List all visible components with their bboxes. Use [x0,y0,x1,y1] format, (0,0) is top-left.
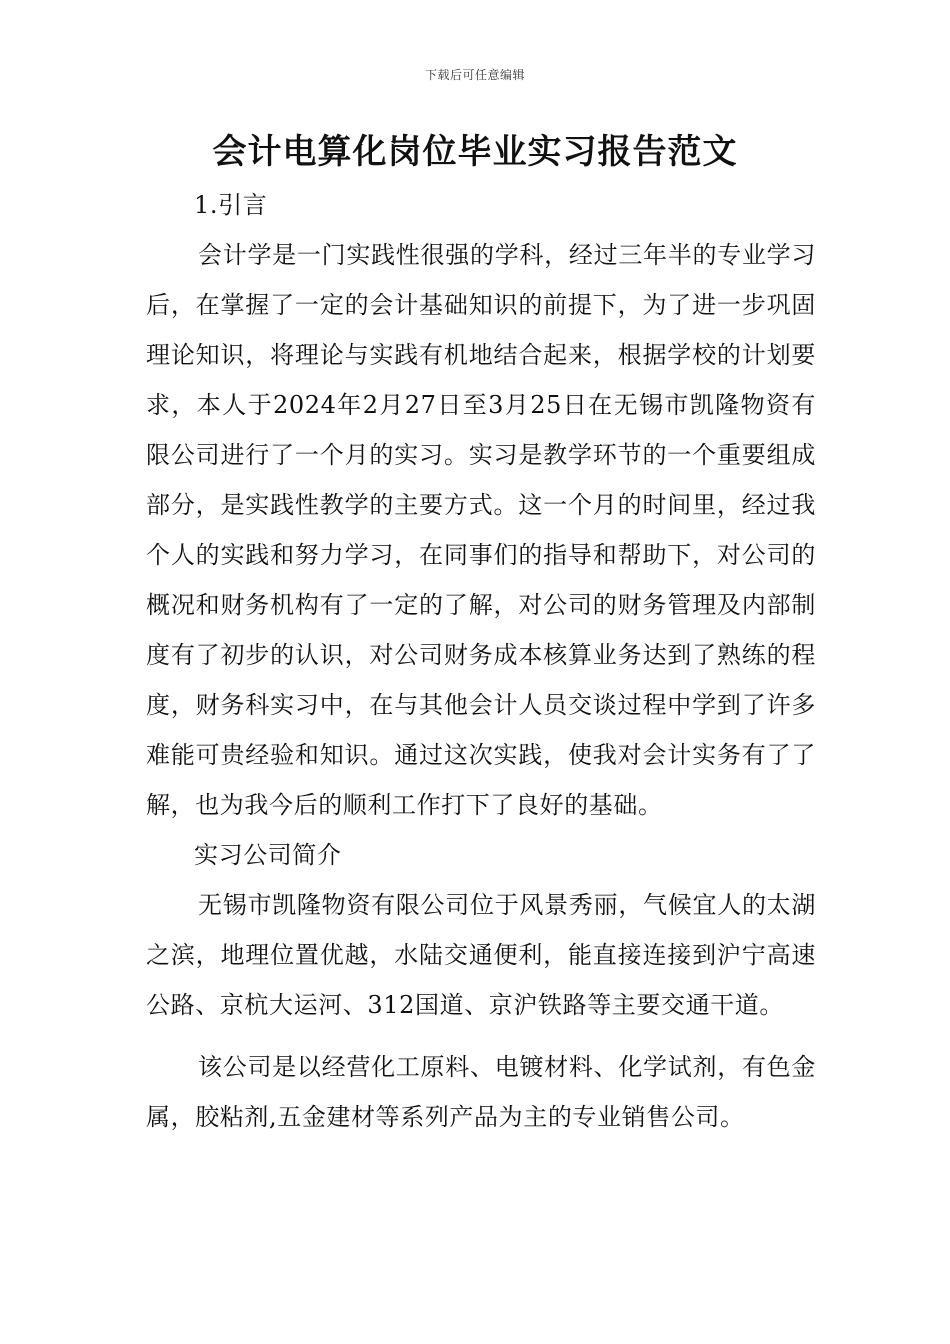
section-heading-introduction: 1.引言 [194,191,268,219]
paragraph-introduction: 会计学是一门实践性很强的学科，经过三年半的专业学习后，在掌握了一定的会计基础知识的前提下，为了进一步巩固理论知识，将理论与实践有机地结合起来，根据学校的计划要求，本人于2024年2月27日至3月25日在无锡市凯隆物资有限公司进行了一个月的实习。实习是教学环节的一个重要组成部分，是实践性教学的主要方式。这一个月的时间里，经过我个人的实践和努力学习，在同事们的指导和帮助下，对公司的概况和财务机构有了一定的了解，对公司的财务管理及内部制度有了初步的认识，对公司财务成本核算业务达到了熟练的程度，财务科实习中，在与其他会计人员交谈过程中学到了许多难能可贵经验和知识。通过这次实践，使我对会计实务有了了解，也为我今后的顺利工作打下了良好的基础。 [146,241,816,819]
document-body [146,180,816,1142]
page-header-watermark: 下载后可任意编辑 [424,68,525,82]
paragraph-spacer [146,1030,816,1042]
paragraph-company-business: 该公司是以经营化工原料、电镀材料、化学试剂，有色金属，胶粘剂,五金建材等系列产品为主的专业销售公司。 [146,1053,816,1131]
document-title: 会计电算化岗位毕业实习报告范文 [212,132,738,172]
paragraph-company-location: 无锡市凯隆物资有限公司位于风景秀丽，气候宜人的太湖之滨，地理位置优越，水陆交通便利，能直接连接到沪宁高速公路、京杭大运河、312国道、京沪铁路等主要交通干道。 [146,891,816,1019]
section-heading-company-profile: 实习公司简介 [194,841,342,869]
